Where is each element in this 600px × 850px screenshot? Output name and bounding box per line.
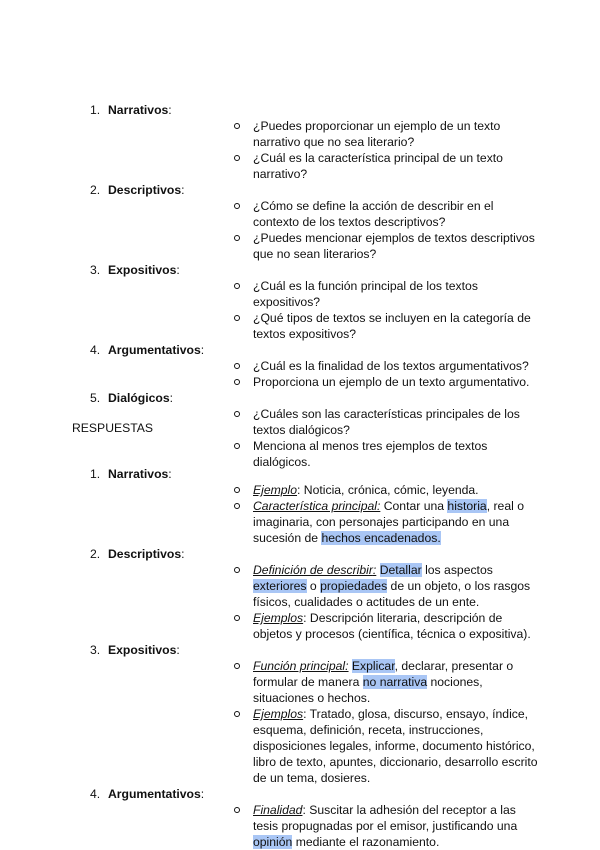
- highlighted-text: hechos encadenados.: [321, 531, 441, 545]
- colon: :: [176, 263, 180, 277]
- answer-label: Característica principal:: [253, 499, 381, 513]
- item-number: 3.: [90, 263, 101, 277]
- item-number: 4.: [90, 787, 101, 801]
- answer-item: Ejemplos: Tratado, glosa, discurso, ensayo, índice, esquema, definición, receta, instrucciones, disposiciones legales, informe, documento histórico, libro de texto, apuntes, diccionario, desarrollo escrito de un tema, dosieres.: [108, 706, 600, 786]
- category-title: Descriptivos: [108, 183, 182, 197]
- answer-label: Definición de describir: [253, 563, 373, 577]
- answer-label: Ejemplos: [253, 707, 304, 721]
- colon: :: [168, 467, 172, 481]
- highlighted-text: opinión: [253, 835, 293, 849]
- list-item-expositivos: [0, 262, 600, 342]
- list-item-descriptivos: [0, 546, 600, 642]
- answer-label: Función principal:: [253, 659, 349, 673]
- bullet-icon: [234, 411, 240, 417]
- highlighted-text: historia: [447, 499, 487, 513]
- colon: :: [200, 787, 205, 801]
- answer-item: Definición de describir: Detallar los aspectos exteriores o propiedades de un objeto, o los rasgos físicos, cualidades o actitudes de un ente.: [108, 562, 600, 610]
- list-item-expositivos: [0, 642, 600, 786]
- answer-item: Finalidad: Suscitar la adhesión del receptor a las tesis propugnadas por el emisor, justificando una opinión mediante el razonamiento.: [108, 802, 600, 850]
- list-item-descriptivos: [0, 182, 600, 262]
- list-item-argumentativos: [0, 342, 600, 390]
- bullet-icon: [234, 711, 240, 717]
- answer-label: Finalidad: [253, 803, 303, 817]
- list-item-narrativos: [0, 466, 600, 546]
- bullet-icon: [234, 567, 240, 573]
- highlighted-text: propiedades: [320, 579, 388, 593]
- question-item: ¿Puedes proporcionar un ejemplo de un texto narrativo que no sea literario?: [108, 118, 600, 150]
- question-item: ¿Puedes mencionar ejemplos de textos descriptivos que no sean literarios?: [108, 230, 600, 262]
- category-title: Narrativos: [108, 103, 169, 117]
- colon: :: [181, 183, 185, 197]
- category-title: Descriptivos: [108, 547, 182, 561]
- list-item-argumentativos: [0, 786, 600, 850]
- colon: :: [176, 643, 180, 657]
- answer-label: Ejemplos: [253, 611, 304, 625]
- question-item: ¿Cuáles son las características principales de los textos dialógicos?: [108, 406, 600, 438]
- item-number: 1.: [90, 467, 101, 481]
- questions-list: [0, 102, 600, 470]
- answer-item: Ejemplo: Noticia, crónica, cómic, leyenda.: [108, 482, 600, 498]
- item-number: 1.: [90, 103, 101, 117]
- colon: :: [169, 391, 174, 405]
- answer-item: Función principal: Explicar, declarar, presentar o formular de manera no narrativa nociones, situaciones o hechos.: [108, 658, 600, 706]
- bullet-icon: [234, 123, 240, 129]
- category-title: Expositivos: [108, 263, 177, 277]
- item-number: 2.: [90, 183, 101, 197]
- highlighted-text: no narrativa: [362, 675, 428, 689]
- highlighted-text: exteriores: [253, 579, 307, 593]
- bullet-icon: [234, 203, 240, 209]
- highlighted-text: Detallar: [379, 563, 422, 577]
- bullet-icon: [234, 487, 240, 493]
- question-item: ¿Cuál es la característica principal de un texto narrativo?: [108, 150, 600, 182]
- bullet-icon: [234, 503, 240, 509]
- category-title: Argumentativos: [108, 343, 201, 357]
- list-item-narrativos: [0, 102, 600, 182]
- category-title: Expositivos: [108, 643, 177, 657]
- question-item: ¿Cómo se define la acción de describir en el contexto de los textos descriptivos?: [108, 198, 600, 230]
- bullet-icon: [234, 283, 240, 289]
- question-item: ¿Cuál es la finalidad de los textos argumentativos?: [108, 358, 600, 374]
- answers-list: [0, 466, 600, 850]
- colon: :: [200, 343, 205, 357]
- item-number: 2.: [90, 547, 101, 561]
- bullet-icon: [234, 315, 240, 321]
- answer-label: Ejemplo: [253, 483, 298, 497]
- highlighted-text: Explicar: [351, 659, 395, 673]
- bullet-icon: [234, 663, 240, 669]
- answer-item: Ejemplos: Descripción literaria, descripción de objetos y procesos (científica, técnica o expositiva).: [108, 610, 600, 642]
- question-item: ¿Cuál es la función principal de los textos expositivos?: [108, 278, 600, 310]
- colon: :: [181, 547, 185, 561]
- category-title: Narrativos: [108, 467, 169, 481]
- bullet-icon: [234, 363, 240, 369]
- question-item: ¿Qué tipos de textos se incluyen en la categoría de textos expositivos?: [108, 310, 600, 342]
- colon: :: [168, 103, 172, 117]
- item-number: 3.: [90, 643, 101, 657]
- question-item: Proporciona un ejemplo de un texto argumentativo.: [108, 374, 600, 390]
- question-item: Menciona al menos tres ejemplos de textos dialógicos.: [108, 438, 600, 470]
- answers-heading: RESPUESTAS: [72, 421, 154, 435]
- bullet-icon: [234, 155, 240, 161]
- category-title: Argumentativos: [108, 787, 201, 801]
- answer-item: Característica principal: Contar una historia, real o imaginaria, con personajes participando en una sucesión de hechos encadenados.: [108, 498, 600, 546]
- bullet-icon: [234, 235, 240, 241]
- bullet-icon: [234, 615, 240, 621]
- category-title: Dialógicos: [108, 391, 170, 405]
- bullet-icon: [234, 807, 240, 813]
- bullet-icon: [234, 379, 240, 385]
- item-number: 4.: [90, 343, 101, 357]
- item-number: 5.: [90, 391, 101, 405]
- bullet-icon: [234, 443, 240, 449]
